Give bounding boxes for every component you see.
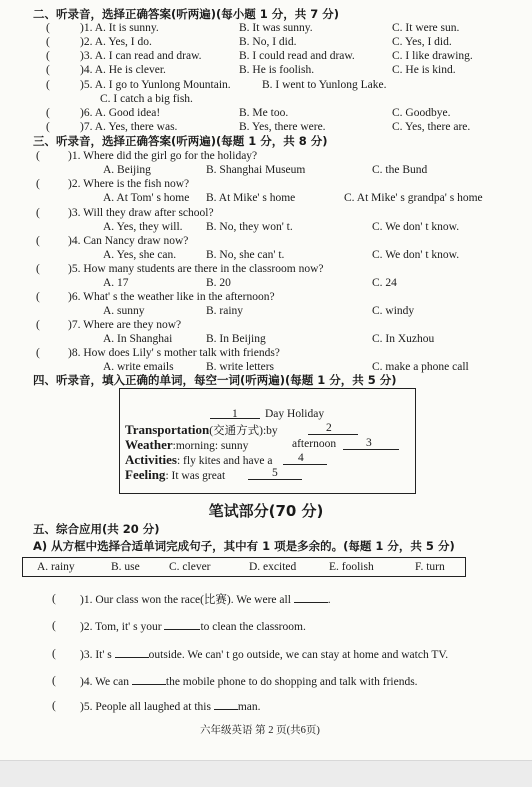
holiday-box	[119, 388, 416, 494]
s5-q4-blank[interactable]	[132, 675, 166, 685]
weather-text: :morning: sunny	[172, 440, 249, 452]
blank-5-number: 5	[272, 467, 278, 479]
word-option: F. turn	[415, 561, 445, 573]
answer-paren[interactable]: (	[52, 648, 56, 660]
s3-q5-a: A. 17	[103, 277, 129, 289]
s5-q5-blank[interactable]	[214, 700, 238, 710]
s2-q3-c: C. I like drawing.	[392, 50, 473, 62]
section3-title: 三、听录音，选择正确答案(听两遍)(每题 1 分，共 8 分)	[33, 134, 328, 148]
s3-q4-b: B. No, she can' t.	[206, 249, 285, 261]
s2-q2: )2. A. Yes, I do.	[80, 36, 152, 48]
s2-q1: )1. A. It is sunny.	[80, 22, 159, 34]
s3-q6-a: A. sunny	[103, 305, 145, 317]
s5-q2-blank[interactable]	[164, 620, 200, 630]
transportation-by: :by	[262, 425, 278, 437]
blank-4[interactable]	[283, 455, 327, 465]
feeling-text: : It was great	[165, 470, 226, 482]
s3-q7-a: A. In Shanghai	[103, 333, 173, 345]
answer-paren[interactable]: (	[36, 178, 40, 190]
word-option: E. foolish	[329, 561, 374, 573]
blank-2[interactable]	[308, 425, 358, 435]
answer-paren[interactable]: (	[52, 675, 56, 687]
feeling-label: Feeling	[125, 467, 166, 482]
s3-q6-b: B. rainy	[206, 305, 244, 317]
answer-paren[interactable]: (	[36, 150, 40, 162]
s3-q7-c: C. In Xuzhou	[372, 333, 435, 345]
transportation-label: Transportation	[125, 422, 210, 437]
answer-paren[interactable]: (	[52, 593, 56, 605]
s3-q3: )3. Will they draw after school?	[68, 207, 214, 219]
s3-q5-b: B. 20	[206, 277, 231, 289]
s2-q4-c: C. He is kind.	[392, 64, 456, 76]
s3-q3-b: B. No, they won' t.	[206, 221, 293, 233]
s3-q5: )5. How many students are there in the classroom now?	[68, 263, 324, 275]
answer-paren[interactable]: (	[46, 121, 50, 133]
answer-paren[interactable]: (	[36, 291, 40, 303]
s3-q8-b: B. write letters	[206, 361, 275, 373]
word-option: D. excited	[249, 561, 297, 573]
activities-text: : fly kites and have a	[176, 455, 273, 467]
s5-q2-end: to clean the classroom.	[200, 621, 306, 633]
answer-paren[interactable]: (	[52, 620, 56, 632]
transportation-cn: (交通方式)	[209, 425, 263, 437]
s3-q8-a: A. write emails	[103, 361, 174, 373]
page-footer: 六年级英语 第 2 页(共6页)	[200, 725, 320, 736]
s5-q1-text: )1. Our class won the race(比赛). We were all	[80, 594, 291, 606]
s3-q8: )8. How does Lily' s mother talk with friends?	[68, 347, 280, 359]
s3-q1-b: B. Shanghai Museum	[206, 164, 306, 176]
activities-label: Activities	[125, 452, 177, 467]
s3-q1-c: C. the Bund	[372, 164, 428, 176]
section5-part-a: A) 从方框中选择合适单词完成句子，其中有 1 项是多余的。(每题 1 分，共 5 分)	[33, 539, 455, 553]
s3-q7: )7. Where are they now?	[68, 319, 182, 331]
s5-q3-blank[interactable]	[115, 648, 149, 658]
s2-q6-b: B. Me too.	[239, 107, 289, 119]
answer-paren[interactable]: (	[36, 319, 40, 331]
s2-q6-c: C. Goodbye.	[392, 107, 451, 119]
blank-2-number: 2	[326, 422, 332, 434]
answer-paren[interactable]: (	[46, 107, 50, 119]
s2-q7-b: B. Yes, there were.	[239, 121, 326, 133]
s3-q1: )1. Where did the girl go for the holiday?	[68, 150, 258, 162]
answer-paren[interactable]: (	[46, 36, 50, 48]
blank-4-number: 4	[298, 452, 304, 464]
blank-1[interactable]	[210, 409, 260, 419]
s5-q3-end: outside. We can' t go outside, we can stay at home and watch TV.	[148, 649, 449, 661]
blank-3-number: 3	[366, 437, 372, 449]
s3-q4: )4. Can Nancy draw now?	[68, 235, 189, 247]
section4-title: 四、听录音，填入正确的单词，每空一词(听两遍)(每题 1 分，共 5 分)	[33, 373, 397, 387]
word-option: C. clever	[169, 561, 211, 573]
answer-paren[interactable]: (	[52, 700, 56, 712]
weather-label: Weather	[125, 437, 173, 452]
s2-q5-c: C. I catch a big fish.	[100, 93, 193, 105]
s5-q4-end: the mobile phone to do shopping and talk with friends.	[165, 676, 418, 688]
s5-q4-text: )4. We can	[80, 676, 129, 688]
s2-q6: )6. A. Good idea!	[80, 107, 161, 119]
s3-q6: )6. What' s the weather like in the afternoon?	[68, 291, 275, 303]
s2-q2-b: B. No, I did.	[239, 36, 297, 48]
word-bank-box	[22, 557, 466, 577]
word-option: A. rainy	[37, 561, 75, 573]
afternoon-text: afternoon	[292, 438, 337, 450]
section5-title: 五、综合应用(共 20 分)	[33, 522, 160, 536]
answer-paren[interactable]: (	[46, 64, 50, 76]
s2-q4-b: B. He is foolish.	[239, 64, 315, 76]
answer-paren[interactable]: (	[46, 22, 50, 34]
s5-q1-end: .	[327, 594, 331, 606]
blank-1-number: 1	[232, 408, 238, 420]
s2-q2-c: C. Yes, I did.	[392, 36, 452, 48]
s5-q3-text: )3. It' s	[80, 649, 112, 661]
s2-q1-b: B. It was sunny.	[239, 22, 313, 34]
s2-q5-b: B. I went to Yunlong Lake.	[262, 79, 387, 91]
s3-q5-c: C. 24	[372, 277, 397, 289]
s2-q7-c: C. Yes, there are.	[392, 121, 471, 133]
section2-title: 二、听录音，选择正确答案(听两遍)(每小题 1 分，共 7 分)	[33, 7, 340, 21]
s3-q8-c: C. make a phone call	[372, 361, 469, 373]
s3-q6-c: C. windy	[372, 305, 415, 317]
s5-q2-text: )2. Tom, it' s your	[80, 621, 162, 633]
s3-q3-a: A. Yes, they will.	[103, 221, 183, 233]
s3-q2-c: C. At Mike' s grandpa' s home	[344, 192, 483, 204]
day-holiday-text: Day Holiday	[265, 408, 325, 420]
answer-paren[interactable]: (	[46, 50, 50, 62]
s3-q7-b: B. In Beijing	[206, 333, 266, 345]
s5-q1-blank[interactable]	[294, 593, 328, 603]
s3-q4-a: A. Yes, she can.	[103, 249, 177, 261]
s3-q1-a: A. Beijing	[103, 164, 151, 176]
s5-q5-text: )5. People all laughed at this	[80, 701, 211, 713]
answer-paren[interactable]: (	[36, 235, 40, 247]
s2-q1-c: C. It were sun.	[392, 22, 460, 34]
word-option: B. use	[111, 561, 140, 573]
answer-paren[interactable]: (	[46, 79, 50, 91]
answer-paren[interactable]: (	[36, 347, 40, 359]
s3-q2-a: A. At Tom' s home	[103, 192, 190, 204]
s2-q5: )5. A. I go to Yunlong Mountain.	[80, 79, 231, 91]
s3-q2-b: B. At Mike' s home	[206, 192, 296, 204]
answer-paren[interactable]: (	[36, 263, 40, 275]
s2-q3-b: B. I could read and draw.	[239, 50, 355, 62]
answer-paren[interactable]: (	[36, 207, 40, 219]
s5-q5-end: man.	[237, 701, 261, 713]
s2-q4: )4. A. He is clever.	[80, 64, 166, 76]
written-part-title: 笔试部分(70 分)	[208, 502, 324, 520]
s2-q3: )3. A. I can read and draw.	[80, 50, 202, 62]
s3-q4-c: C. We don' t know.	[372, 249, 460, 261]
viewer-bottom-strip	[0, 760, 532, 787]
s3-q3-c: C. We don' t know.	[372, 221, 460, 233]
s3-q2: )2. Where is the fish now?	[68, 178, 190, 190]
s2-q7: )7. A. Yes, there was.	[80, 121, 178, 133]
